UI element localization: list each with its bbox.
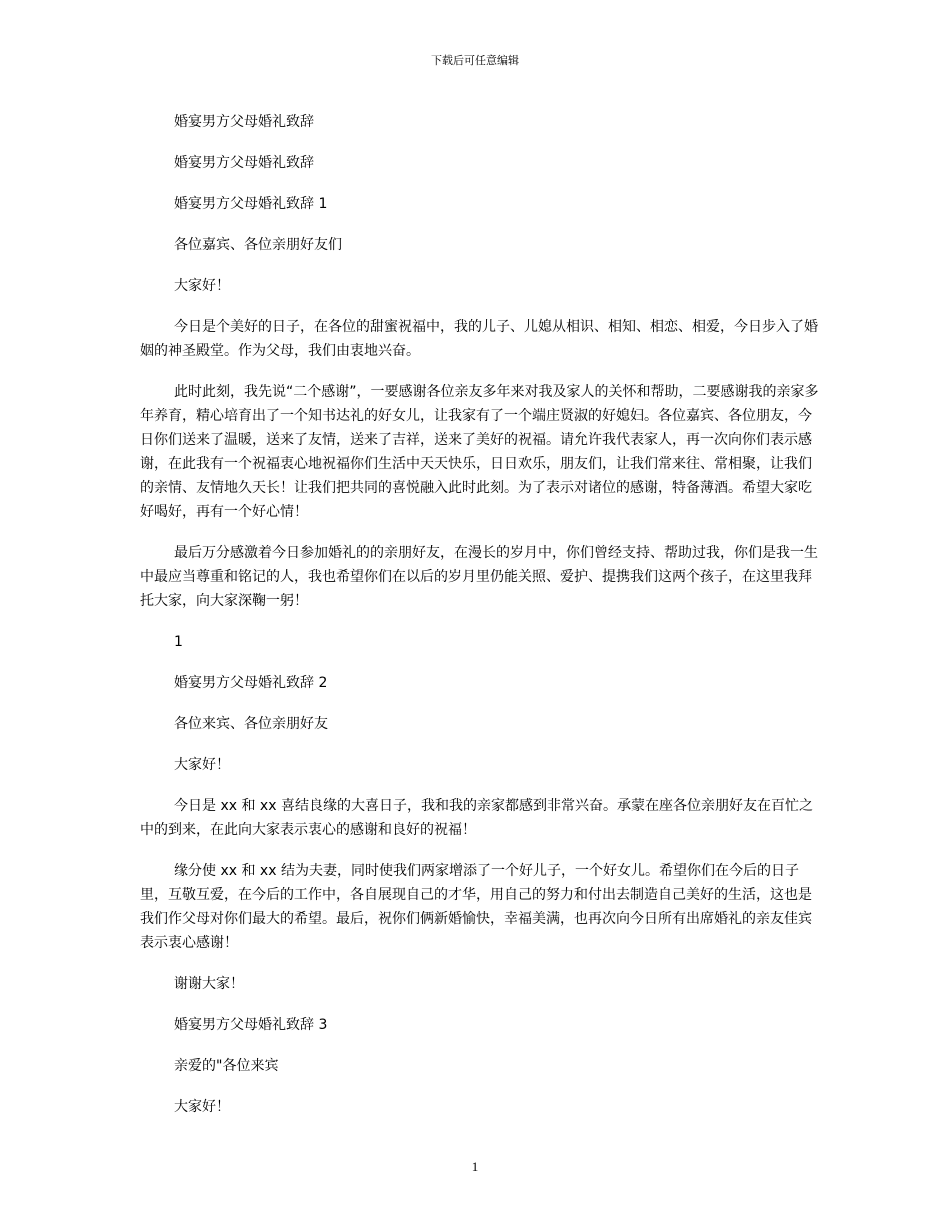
body-paragraph: 此时此刻，我先说“二个感谢”，一要感谢各位亲友多年来对我及家人的关怀和帮助，二要感谢我的亲家多年养育，精心培育出了一个知书达礼的好女儿，让我家有了一个端庄贤淑的好媳妇。各位嘉宾、各位朋友，今日你们送来了温暖，送来了友情，送来了吉祥，送来了美好的祝福。请允许我代表家人，再一次向你们表示感谢，在此我有一个祝福衷心地祝福你们生活中天天快乐，日日欢乐，朋友们，让我们常来往、常相聚，让我们的亲情、友情地久天长！让我们把共同的喜悦融入此时此刻。为了表示对诸位的感谢，特备薄酒。希望大家吃好喝好，再有一个好心情！ <box>140 384 819 520</box>
page-header: 下载后可任意编辑 <box>431 54 519 67</box>
body-paragraph: 缘分使 xx 和 xx 结为夫妻，同时使我们两家增添了一个好儿子，一个好女儿。希望你们在今后的日子里，互敬互爱，在今后的工作中，各自展现自己的才华，用自己的努力和付出去制造自己美好的生活，这也是我们作父母对你们最大的希望。最后，祝你们俩新婚愉快，幸福美满，也再次向今日所有出席婚礼的亲友佳宾表示衷心感谢！ <box>140 863 812 951</box>
section-heading-1: 婚宴男方父母婚礼致辞 1 <box>174 196 328 212</box>
greeting: 大家好！ <box>174 757 230 773</box>
salutation: 各位嘉宾、各位亲朋好友们 <box>174 237 342 253</box>
salutation: 各位来宾、各位亲朋好友 <box>174 716 328 732</box>
body-paragraph: 今日是个美好的日子，在各位的甜蜜祝福中，我的儿子、儿媳从相识、相知、相恋、相爱，今日步入了婚姻的神圣殿堂。作为父母，我们由衷地兴奋。 <box>140 319 818 359</box>
greeting: 大家好！ <box>174 278 230 294</box>
body-paragraph: 最后万分感激着今日参加婚礼的的亲朋好友，在漫长的岁月中，你们曾经支持、帮助过我，你们是我一生中最应当尊重和铭记的人，我也希望你们在以后的岁月里仍能关照、爱护、提携我们这两个孩子，在这里我拜托大家，向大家深鞠一躬！ <box>140 545 818 609</box>
page-number: 1 <box>471 1159 479 1174</box>
closing: 谢谢大家！ <box>174 976 244 992</box>
document-body <box>140 110 820 1136</box>
section-heading-2: 婚宴男方父母婚礼致辞 2 <box>174 675 328 691</box>
doc-title: 婚宴男方父母婚礼致辞 <box>174 114 314 130</box>
salutation: 亲爱的"各位来宾 <box>174 1058 279 1074</box>
inline-number: 1 <box>174 634 183 650</box>
doc-subtitle: 婚宴男方父母婚礼致辞 <box>174 155 314 171</box>
section-heading-3: 婚宴男方父母婚礼致辞 3 <box>174 1017 328 1033</box>
body-paragraph: 今日是 xx 和 xx 喜结良缘的大喜日子，我和我的亲家都感到非常兴奋。承蒙在座各位亲朋好友在百忙之中的到来，在此向大家表示衷心的感谢和良好的祝福！ <box>140 798 813 838</box>
greeting: 大家好！ <box>174 1099 230 1115</box>
